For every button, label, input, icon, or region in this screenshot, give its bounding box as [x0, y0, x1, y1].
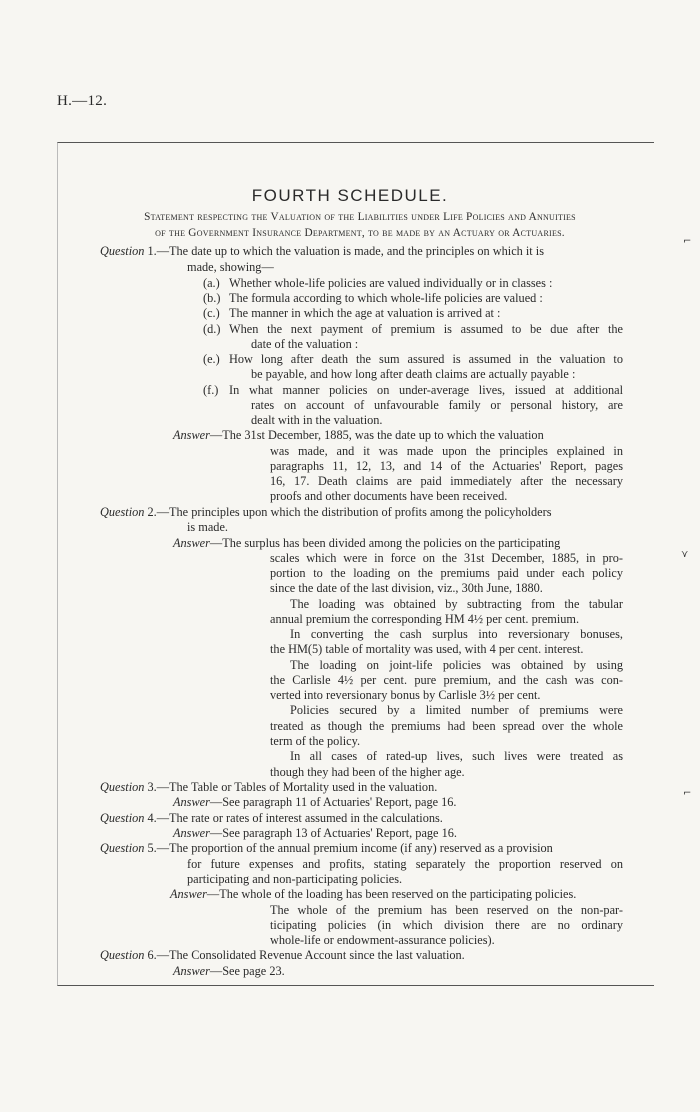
answer-2-line-8: the HM(5) table of mortality was used, with 4 per cent. interest.: [270, 642, 584, 656]
q1-item-d-text-2: date of the valuation :: [251, 337, 359, 351]
question-label: Question: [100, 948, 145, 962]
answer-label: Answer: [173, 964, 210, 978]
answer-4: [173, 826, 457, 842]
answer-2-line-14: term of the policy.: [270, 734, 361, 748]
answer-1-line-4: 16, 17. Death claims are paid immediately after the necessary: [270, 474, 623, 488]
q1-item-f-text-1: In what manner policies on under-average lives, issued at additional: [229, 383, 623, 397]
answer-5-line-2: The whole of the premium has been reserved on the non-par-: [270, 903, 623, 917]
answer-5-line-1: —The whole of the loading has been reserved on the participating policies.: [206, 887, 577, 901]
question-2: [100, 505, 552, 521]
question-number: 4.: [147, 811, 157, 825]
answer-label: Answer: [173, 795, 210, 809]
question-label: Question: [100, 505, 145, 519]
q1-item-f-label: (f.): [203, 383, 219, 397]
answer-label: Answer: [173, 428, 210, 442]
schedule-title: FOURTH SCHEDULE.: [251, 186, 449, 205]
answer-3-text: —See paragraph 11 of Actuaries' Report, page 16.: [209, 795, 457, 809]
q1-item-e-label: (e.): [203, 352, 220, 366]
answer-6: [173, 964, 285, 980]
question-text: —The Table or Tables of Mortality used in the valuation.: [156, 780, 438, 794]
q1-item-e-text-2: be payable, and how long after death claims are actually payable :: [251, 367, 576, 381]
answer-3: [173, 795, 457, 811]
answer-label: Answer: [173, 826, 210, 840]
question-3: [100, 780, 437, 796]
answer-4-text: —See paragraph 13 of Actuaries' Report, page 16.: [209, 826, 457, 840]
question-number: 3.: [147, 780, 157, 794]
answer-2-line-12: Policies secured by a limited number of premiums were: [290, 703, 623, 717]
answer-label: Answer: [170, 887, 207, 901]
answer-1: [173, 428, 623, 444]
question-5-line-3: participating and non-participating policies.: [187, 872, 403, 886]
question-5: [100, 841, 624, 857]
subtitle-line-1: Statement respecting the Valuation of the Liabilities under Life Policies and Annuities: [144, 211, 576, 223]
answer-2-line-4: since the date of the last division, viz., 30th June, 1880.: [270, 581, 543, 595]
question-4: [100, 811, 443, 827]
question-text: —The principles upon which the distribution of profits among the policyholders: [156, 505, 552, 519]
margin-mark-icon: ⌐: [683, 788, 692, 799]
question-number: 5.: [147, 841, 157, 855]
page-header: H.—12.: [57, 93, 108, 109]
q1-item-d-label: (d.): [203, 322, 221, 336]
answer-1-line-2: was made, and it was made upon the principles explained in: [270, 444, 623, 458]
answer-2-line-10: the Carlisle 4½ per cent. pure premium, and the cash was con-: [270, 673, 623, 687]
question-label: Question: [100, 841, 145, 855]
question-2-line-2: is made.: [187, 520, 228, 534]
answer-2-line-2: scales which were in force on the 31st December, 1885, in pro-: [270, 551, 623, 565]
answer-2-line-3: portion to the loading on the premiums paid under each policy: [270, 566, 623, 580]
q1-item-b-text: The formula according to which whole-life policies are valued :: [229, 291, 543, 305]
question-text: —The proportion of the annual premium income (if any) reserved as a provision: [156, 841, 553, 855]
answer-2-line-5: The loading was obtained by subtracting from the tabular: [290, 597, 623, 611]
question-1: [100, 244, 624, 260]
answer-5-line-3: ticipating policies (in which division there are no ordinary: [270, 918, 623, 932]
q1-item-a-label: (a.): [203, 276, 220, 290]
q1-item-f-text-2: rates on account of unfavourable family or personal history, are: [251, 398, 623, 412]
q1-item-e-text-1: How long after death the sum assured is assumed in the valuation to: [229, 352, 623, 366]
q1-item-c-text: The manner in which the age at valuation is arrived at :: [229, 306, 501, 320]
answer-5: [170, 887, 576, 903]
answer-1-line-3: paragraphs 11, 12, 13, and 14 of the Actuaries' Report, pages: [270, 459, 623, 473]
question-5-line-2: for future expenses and profits, stating separately the proportion reserved on: [187, 857, 623, 871]
answer-2-line-9: The loading on joint-life policies was obtained by using: [290, 658, 623, 672]
q1-item-d-text-1: When the next payment of premium is assumed to be due after the: [229, 322, 623, 336]
answer-2: [173, 536, 560, 552]
question-text: —The rate or rates of interest assumed in the calculations.: [156, 811, 443, 825]
q1-item-b-label: (b.): [203, 291, 221, 305]
answer-2-line-6: annual premium the corresponding HM 4½ per cent. premium.: [270, 612, 580, 626]
question-number: 2.: [147, 505, 157, 519]
answer-1-line-5: proofs and other documents have been received.: [270, 489, 508, 503]
q1-item-c-label: (c.): [203, 306, 220, 320]
question-6: [100, 948, 465, 964]
question-1-line-2: made, showing—: [187, 260, 274, 274]
q1-item-f-text-3: dealt with in the valuation.: [251, 413, 383, 427]
subtitle-line-2: of the Government Insurance Department, to be made by an Actuary or Actuaries.: [155, 226, 565, 239]
q1-item-a-text: Whether whole-life policies are valued individually or in classes :: [229, 276, 553, 290]
question-text: —The Consolidated Revenue Account since the last valuation.: [156, 948, 465, 962]
answer-2-line-11: verted into reversionary bonus by Carlisle 3½ per cent.: [270, 688, 541, 702]
answer-2-line-16: though they had been of the higher age.: [270, 765, 465, 779]
question-label: Question: [100, 811, 145, 825]
question-label: Question: [100, 780, 145, 794]
answer-5-line-4: whole-life or endowment-assurance policies).: [270, 933, 495, 947]
answer-2-line-13: treated as though the premiums had been spread over the whole: [270, 719, 623, 733]
answer-label: Answer: [173, 536, 210, 550]
answer-2-line-1: —The surplus has been divided among the policies on the participating: [209, 536, 561, 550]
answer-6-text: —See page 23.: [209, 964, 285, 978]
margin-mark-icon: ⌐: [683, 236, 692, 247]
question-text: —The date up to which the valuation is made, and the principles on which it is: [156, 244, 544, 258]
answer-2-line-15: In all cases of rated-up lives, such lives were treated as: [290, 749, 623, 763]
answer-2-line-7: In converting the cash surplus into reversionary bonuses,: [290, 627, 623, 641]
question-number: 1.: [147, 244, 157, 258]
margin-mark-icon: ⋎: [681, 549, 689, 560]
question-label: Question: [100, 244, 145, 258]
schedule-subtitle: [95, 210, 625, 241]
question-number: 6.: [147, 948, 157, 962]
answer-1-line-1: —The 31st December, 1885, was the date up to which the valuation: [209, 428, 544, 442]
